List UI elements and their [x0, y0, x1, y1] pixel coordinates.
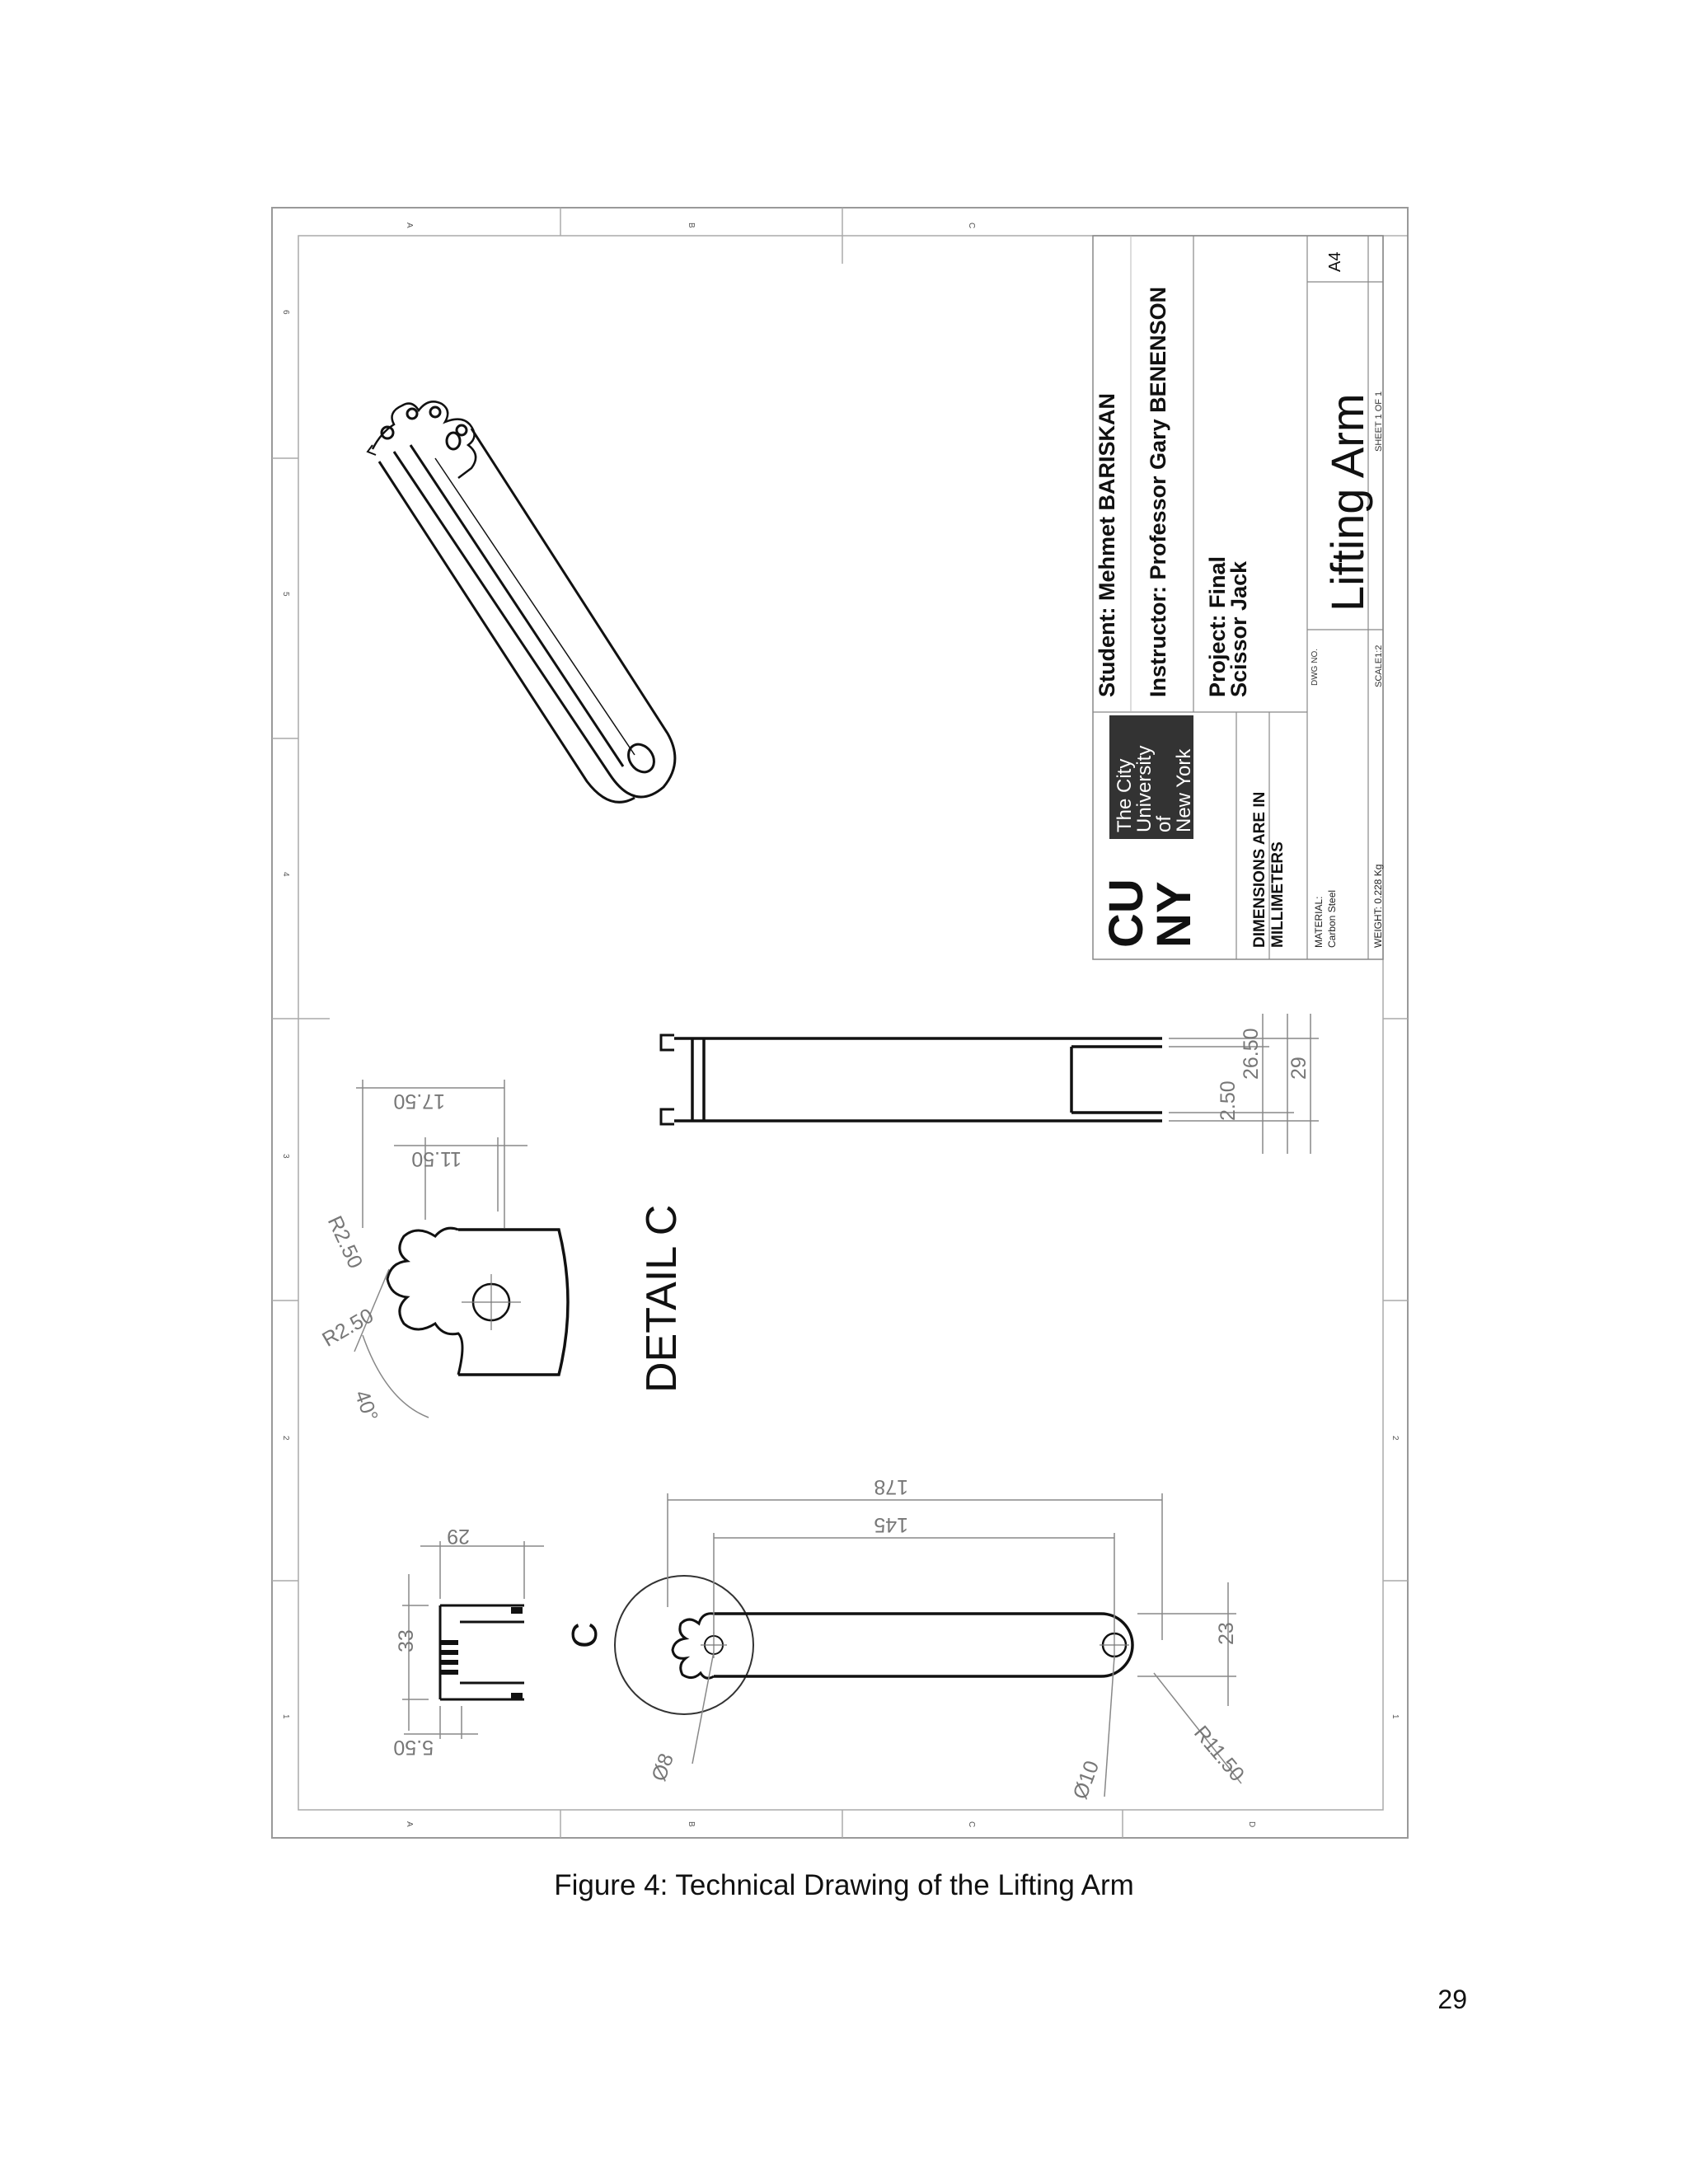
- dim-gear-hole: Ø8: [647, 1750, 679, 1784]
- zone-label-d-bottom: D: [1247, 1821, 1256, 1828]
- paper-size: A4: [1326, 251, 1344, 272]
- material-value: Carbon Steel: [1326, 889, 1338, 948]
- sheet-outer-border: [272, 208, 1408, 1838]
- units-line-1: DIMENSIONS ARE IN: [1251, 791, 1268, 948]
- logo-cu: CU: [1100, 879, 1153, 948]
- zone-ticks: [272, 208, 1408, 1838]
- dim-end-radius: R11.50: [1189, 1721, 1250, 1787]
- dim-pivot-hole: Ø10: [1068, 1757, 1104, 1802]
- detail-callout-letter: C: [565, 1622, 605, 1648]
- project-line-1: Project: Final: [1205, 555, 1230, 697]
- units-line-2: MILLIMETERS: [1269, 841, 1287, 948]
- dim-arm-width: 23: [1215, 1622, 1238, 1645]
- dim-centers-length: 145: [874, 1513, 908, 1536]
- zone-label-2-right: 2: [1390, 1436, 1400, 1441]
- dim-detail-radius-b: R2.50: [318, 1304, 378, 1352]
- cuny-logo: [1100, 715, 1201, 948]
- scale: SCALE1:2: [1374, 644, 1384, 687]
- dim-detail-outer: 17.50: [393, 1090, 445, 1113]
- dim-end-height: 33: [395, 1629, 418, 1652]
- student-name: Student: Mehmet BARISKAN: [1095, 393, 1119, 697]
- logo-line-2: University: [1133, 745, 1156, 832]
- zone-label-6: 6: [281, 310, 290, 315]
- top-view: [615, 1493, 1241, 1797]
- zone-label-c-top: C: [967, 223, 976, 229]
- weight: WEIGHT: 0.228 Kg: [1372, 864, 1384, 948]
- zone-label-2: 2: [281, 1436, 290, 1441]
- zone-label-a-top: A: [405, 223, 414, 228]
- sheet-inner-border: [298, 236, 1383, 1810]
- dim-detail-angle: 40°: [349, 1387, 382, 1425]
- figure-caption: Figure 4: Technical Drawing of the Lifting Arm: [554, 1869, 1134, 1901]
- zone-label-4: 4: [281, 872, 290, 877]
- drawing-number-label: DWG NO.: [1311, 649, 1320, 686]
- logo-line-4: New York: [1173, 748, 1195, 832]
- dim-detail-inner: 11.50: [411, 1147, 462, 1170]
- detail-c-view: [354, 1080, 568, 1418]
- logo-ny: NY: [1147, 881, 1201, 948]
- dim-side-thickness: 2.50: [1217, 1080, 1240, 1121]
- zone-label-b-top: B: [687, 223, 696, 228]
- dim-end-width: 29: [447, 1525, 470, 1548]
- detail-title: DETAIL C: [638, 1204, 686, 1393]
- dim-side-inner: 26.50: [1240, 1028, 1263, 1080]
- dim-end-thickness: 5.50: [393, 1736, 434, 1759]
- zone-label-1-right: 1: [1390, 1714, 1400, 1719]
- part-name: Lifting Arm: [1321, 393, 1373, 612]
- material-label: MATERIAL:: [1313, 896, 1325, 948]
- page-number: 29: [1437, 1985, 1467, 2014]
- dim-overall-length: 178: [874, 1475, 908, 1498]
- zone-label-a-bottom: A: [405, 1821, 414, 1827]
- logo-line-3: of: [1153, 815, 1175, 832]
- detail-callout-circle: [615, 1576, 753, 1714]
- end-view: [402, 1541, 544, 1739]
- dim-detail-radius-a: R2.50: [322, 1212, 368, 1272]
- logo-line-1: The City: [1114, 758, 1136, 832]
- isometric-view: [368, 401, 675, 802]
- zone-label-3: 3: [281, 1154, 290, 1159]
- project-line-2: Scissor Jack: [1226, 560, 1251, 697]
- dim-side-overall: 29: [1287, 1057, 1311, 1080]
- instructor-name: Instructor: Professor Gary BENENSON: [1146, 286, 1170, 697]
- zone-label-b-bottom: B: [687, 1821, 696, 1827]
- sheet-count: SHEET 1 OF 1: [1374, 391, 1384, 452]
- zone-label-c-bottom: C: [967, 1821, 976, 1828]
- zone-label-1: 1: [281, 1714, 290, 1719]
- zone-label-5: 5: [281, 592, 290, 597]
